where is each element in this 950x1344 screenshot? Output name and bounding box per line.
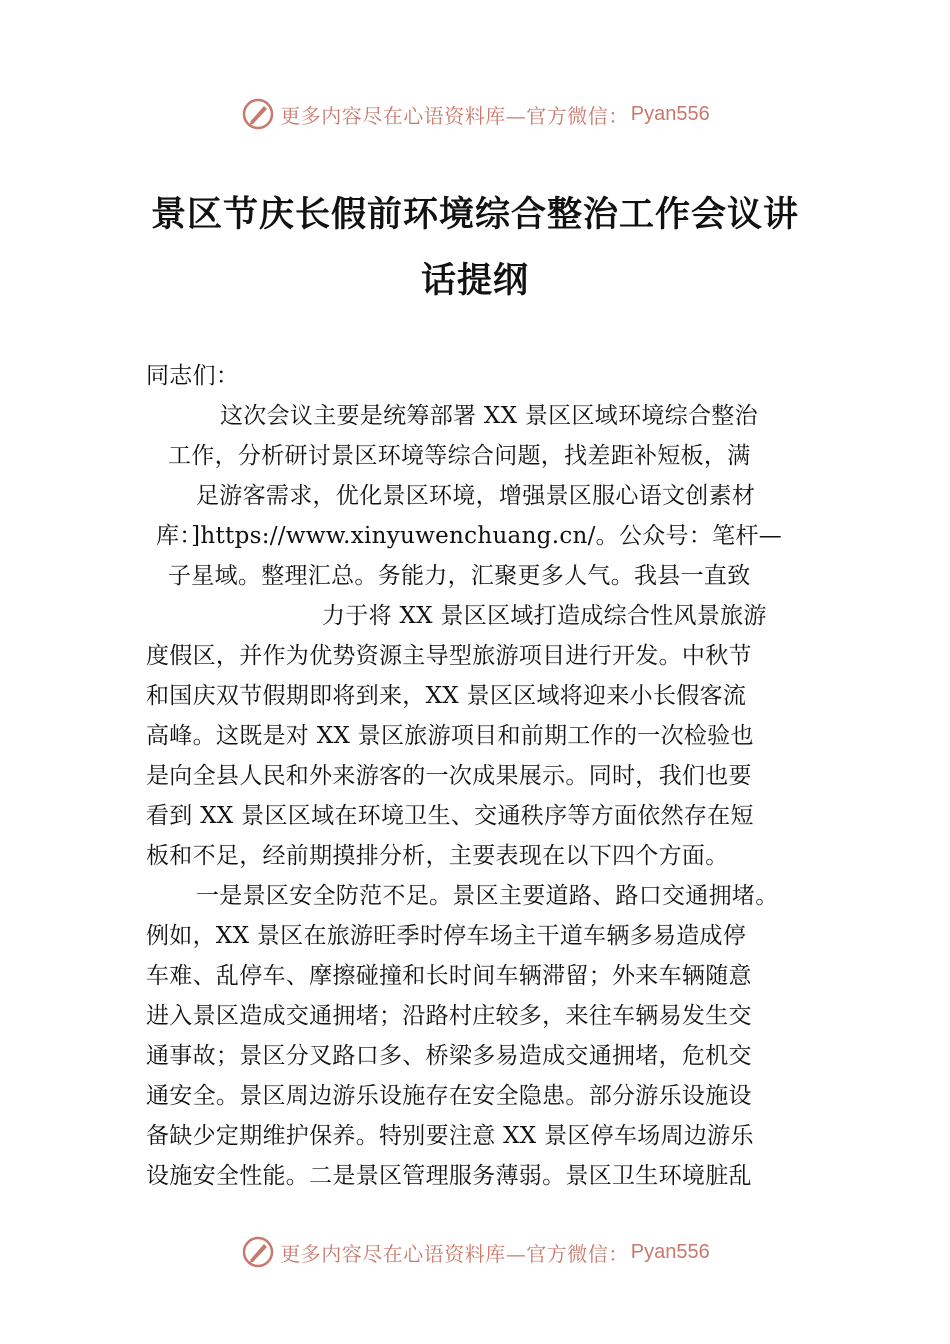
body-line: 和国庆双节假期即将到来，XX 景区区域将迎来小长假客流 — [146, 683, 747, 709]
footer-watermark — [0, 1232, 950, 1272]
pen-logo-icon — [240, 1234, 276, 1270]
watermark-text: 更多内容尽在心语资料库—官方微信： — [280, 1241, 629, 1266]
title-line-1: 景区节庆长假前环境综合整治工作会议讲 — [150, 194, 799, 235]
pen-logo-icon — [240, 96, 276, 132]
title-line-2: 话提纲 — [420, 260, 529, 301]
watermark-wechat-id: Pyan556 — [630, 102, 710, 125]
body-line: 一是景区安全防范不足。景区主要道路、路口交通拥堵。 — [196, 883, 779, 909]
body-line: 度假区，并作为优势资源主导型旅游项目进行开发。中秋节 — [146, 643, 752, 669]
body-line: 备缺少定期维护保养。特别要注意 XX 景区停车场周边游乐 — [146, 1123, 754, 1149]
body-line: 力于将 XX 景区区域打造成综合性风景旅游 — [322, 603, 767, 629]
body-line: 这次会议主要是统筹部署 XX 景区区域环境综合整治 — [220, 403, 758, 429]
body-line: 库：]https://www.xinyuwenchuang.cn/。公众号：笔杆— — [156, 523, 783, 549]
body-line: 车难、乱停车、摩擦碰撞和长时间车辆滞留；外来车辆随意 — [146, 963, 752, 989]
body-line: 例如，XX 景区在旅游旺季时停车场主干道车辆多易造成停 — [146, 923, 747, 949]
body-line: 同志们： — [146, 363, 240, 389]
watermark-wechat-id: Pyan556 — [630, 1240, 710, 1263]
body-line: 子星域。整理汇总。务能力，汇聚更多人气。我县一直致 — [168, 563, 751, 589]
body-line: 是向全县人民和外来游客的一次成果展示。同时，我们也要 — [146, 763, 752, 789]
body-line: 板和不足，经前期摸排分析，主要表现在以下四个方面。 — [146, 843, 729, 869]
body-line: 设施安全性能。二是景区管理服务薄弱。景区卫生环境脏乱 — [146, 1163, 752, 1189]
watermark-text: 更多内容尽在心语资料库—官方微信： — [280, 103, 629, 128]
document-title — [140, 182, 810, 314]
body-line: 进入景区造成交通拥堵；沿路村庄较多，来往车辆易发生交 — [146, 1003, 752, 1029]
body-line: 看到 XX 景区区域在环境卫生、交通秩序等方面依然存在短 — [146, 803, 754, 829]
body-line: 通事故；景区分叉路口多、桥梁多易造成交通拥堵，危机交 — [146, 1043, 752, 1069]
body-line: 高峰。这既是对 XX 景区旅游项目和前期工作的一次检验也 — [146, 723, 754, 749]
header-watermark — [0, 94, 950, 134]
body-line: 工作，分析研讨景区环境等综合问题，找差距补短板，满 — [168, 443, 751, 469]
body-line: 通安全。景区周边游乐设施存在安全隐患。部分游乐设施设 — [146, 1083, 752, 1109]
body-line: 足游客需求，优化景区环境，增强景区服心语文创素材 — [196, 483, 756, 509]
